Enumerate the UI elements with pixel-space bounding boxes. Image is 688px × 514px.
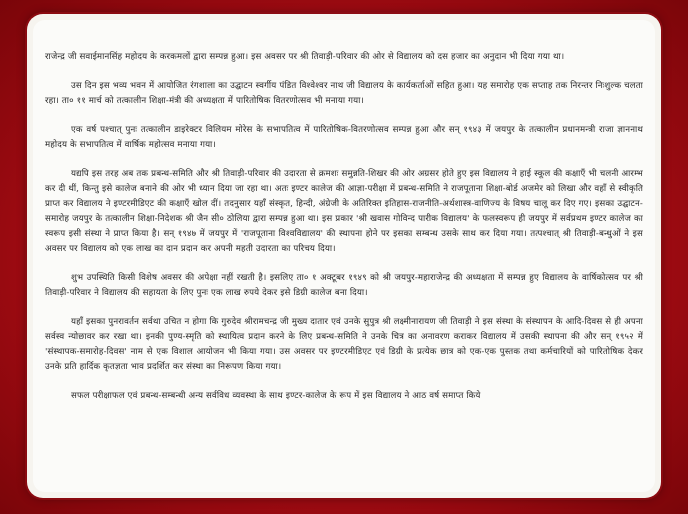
scanned-page: [33, 20, 655, 492]
paragraph-3: एक वर्ष पश्चात् पुनः तत्कालीन डाइरेक्टर विलियम मोरेस के सभापतित्व में पारितोषिक-वितरणोत्सव सम्पन्न हुआ और सन् १९४३ में जयपुर के तत्कालीन प्रधानमन्त्री राजा ज्ञाननाथ महोदय के सभापतित्व में वार्षिक महोत्सव मनाया गया।: [45, 125, 643, 150]
paragraph-7: सफल परीक्षाफल एवं प्रबन्ध-सम्बन्धी अन्य सर्वविध व्यवस्था के साथ इण्टर-कालेज के रूप में इस विद्यालय ने आठ वर्ष समाप्त किये: [71, 391, 481, 401]
paragraph-4: यद्यपि इस तरह अब तक प्रबन्ध-समिति और श्री तिवाड़ी-परिवार की उदारता से क्रमशः समुन्नति-शिखर की ओर अग्रसर होते हुए इस विद्यालय ने हाई स्कूल की कक्षाएँ भी चलनी आरम्भ कर दी थीं, किन्तु इसे कालेज बनाने की ओर भी ध्यान दिया जा रहा था। अतः इण्टर कालेज की आज्ञा-परीक्षा में प्रबन्ध-समिति ने राजपूताना शिक्षा-बोर्ड अजमेर को लिखा और वहाँ से स्वीकृति प्राप्त कर विद्यालय ने इण्टरमीडिएट की कक्षाएँ खोल दीं। तदनुसार यहाँ संस्कृत, हिन्दी, अंग्रेजी के अतिरिक्त इतिहास-राजनीति-अर्थशास्त्र-वाणिज्य के विषय चालू कर दिए गए। इसका उद्घाटन-समारोह जयपुर के तत्कालीन शिक्षा-निदेशक श्री जैन सी० ठोलिया द्वारा सम्पन्न हुआ था। इस प्रकार 'श्री खवास गोविन्द पारीक विद्यालय' के फलस्वरूप ही जयपुर में सर्वप्रथम इण्टर कालेज का स्वरूप इसी संस्था ने प्राप्त किया है। सन् १९४७ में जयपुर में 'राजपूताना विश्वविद्यालय' की स्थापना होने पर इसका सम्बन्ध उसके साथ कर दिया गया। तत्पश्चात् श्री तिवाड़ी-बन्धुओं ने इस अवसर पर विद्यालय को एक लाख का दान प्रदान कर अपनी महती उदारता का परिचय दिया।: [45, 169, 643, 254]
paragraph-1: राजेन्द्र जी सवाईमानसिंह महोदय के करकमलों द्वारा सम्पन्न हुआ। इस अवसर पर श्री तिवाड़ी-परिवार की ओर से विद्यालय को दस हजार का अनुदान भी दिया गया था।: [45, 52, 565, 62]
paragraph-6: यहाँ इसका पुनरावर्तन सर्वथा उचित न होगा कि गुरुदेव श्रीरामचन्द्र जी मुख्य दातार एवं उनके सुपुत्र श्री लक्ष्मीनारायण जी तिवाड़ी ने इस संस्था के संस्थापन के आदि-दिवस से ही अपना सर्वस्व न्योछावर कर रखा था। इनकी पुण्य-स्मृति को स्थायित्व प्रदान करने के लिए प्रबन्ध-समिति ने उनके चित्र का अनावरण कराकर विद्यालय में उसकी स्थापना की और सन् १९५२ में 'संस्थापक-समारोह-दिवस' नाम से एक विशाल आयोजन भी किया गया। उस अवसर पर इण्टरमीडिएट एवं डिग्री के प्रत्येक छात्र को एक-एक पुस्तक तथा कर्मचारियों को पारितोषिक देकर उनके प्रति हार्दिक कृतज्ञता भाव प्रदर्शित कर संस्था का निरूपण किया गया।: [45, 317, 643, 372]
document-frame: [27, 14, 661, 498]
paragraph-5: शुभ उपस्थिति किसी विशेष अवसर की अपेक्षा नहीं रखती है। इसलिए ता० १ अक्टूबर १९४९ को श्री जयपुर-महाराजेन्द्र की अध्यक्षता में सम्पन्न हुए विद्यालय के वार्षिकोत्सव पर श्री तिवाड़ी-परिवार ने विद्यालय की सहायता के लिए पुनः एक लाख रुपये देकर इसे डिग्री कालेज बना दिया।: [45, 273, 643, 298]
paragraph-2: उस दिन इस भव्य भवन में आयोजित रंगशाला का उद्घाटन स्वर्गीय पंडित विश्वेश्वर नाथ जी विद्यालय के कार्यकर्ताओं सहित हुआ। यह समारोह एक सप्ताह तक निरन्तर निःशुल्क चलता रहा। ता० ११ मार्च को तत्कालीन शिक्षा-मंत्री की अध्यक्षता में पारितोषिक वितरणोत्सव भी मनाया गया।: [45, 81, 643, 106]
document-body: [45, 50, 643, 418]
